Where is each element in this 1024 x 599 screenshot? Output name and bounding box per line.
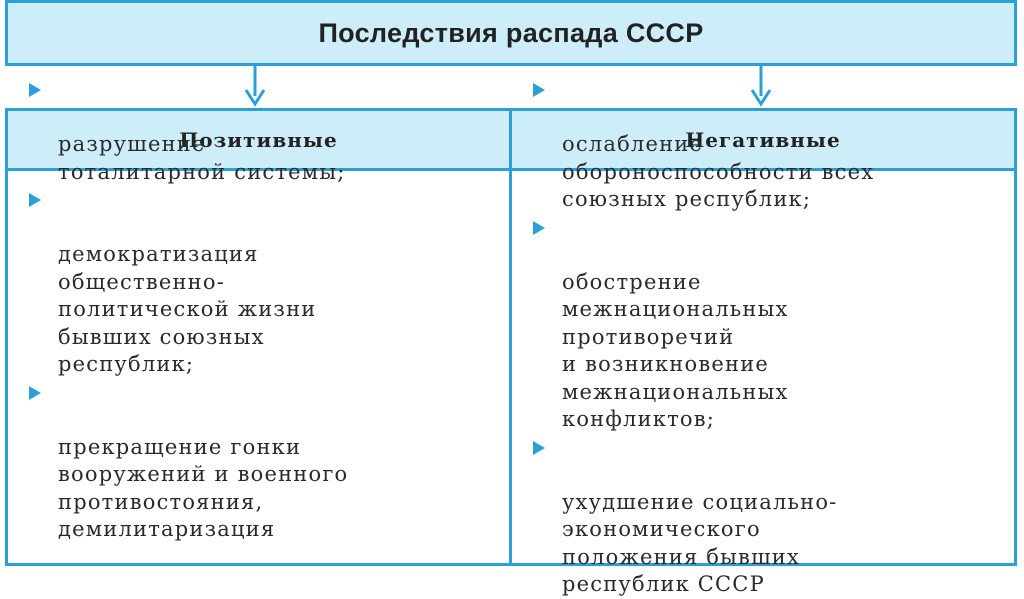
- triangle-bullet-icon: [532, 440, 546, 456]
- diagram-title: Последствия распада СССР: [318, 17, 704, 48]
- item-text: ослабление обороноспособности всех союзных республик;: [562, 132, 875, 211]
- column-divider: [509, 111, 512, 563]
- triangle-bullet-icon: [28, 82, 42, 98]
- item-text: прекращение гонки вооружений и военного противостояния, демилитаризация: [58, 434, 349, 541]
- positive-list: [58, 76, 498, 544]
- list-item: [58, 379, 498, 544]
- positive-heading: Позитивные: [179, 127, 338, 152]
- item-text: демократизация общественно- политической жизни бывших союзных республик;: [58, 242, 317, 376]
- item-text: обострение межнациональных противоречий и возникновение межнациональных конфликтов;: [562, 269, 789, 431]
- list-item: [58, 76, 498, 186]
- triangle-bullet-icon: [28, 192, 42, 208]
- list-item: [562, 214, 1006, 434]
- triangle-bullet-icon: [532, 82, 546, 98]
- title-box: [5, 0, 1017, 66]
- item-text: разрушение тоталитарной системы;: [58, 132, 346, 184]
- negative-list: [562, 76, 1006, 599]
- triangle-bullet-icon: [532, 220, 546, 236]
- list-item: [58, 186, 498, 379]
- item-text: ухудшение социально- экономического положения бывших республик СССР: [562, 489, 838, 596]
- negative-heading: Негативные: [685, 127, 841, 152]
- list-item: [562, 76, 1006, 214]
- triangle-bullet-icon: [28, 385, 42, 401]
